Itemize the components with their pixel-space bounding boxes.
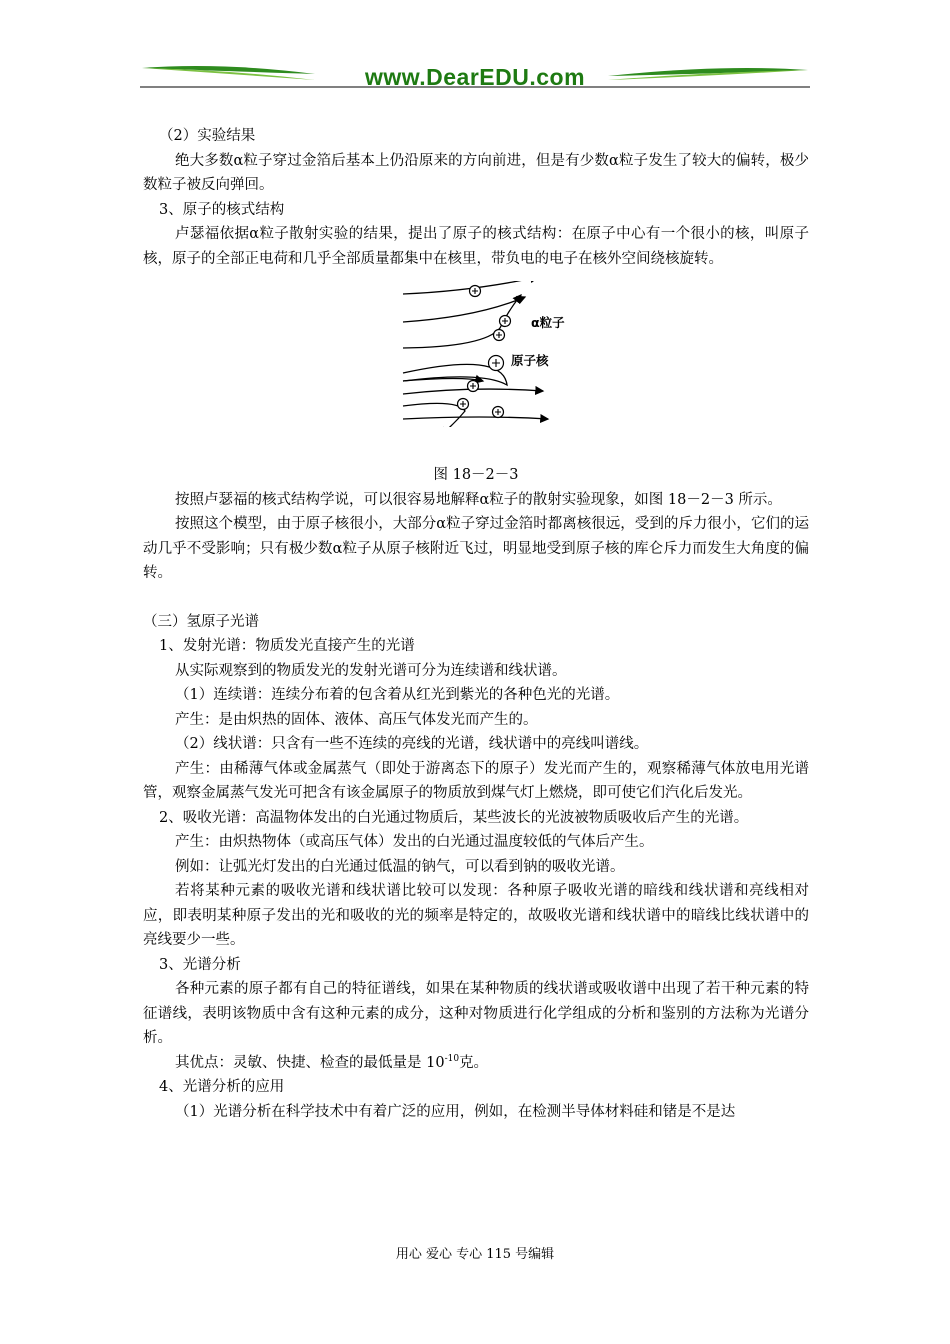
paragraph: （三）氢原子光谱 — [143, 613, 259, 630]
paragraph: 1、发射光谱：物质发光直接产生的光谱 — [159, 638, 415, 654]
paragraph: 绝大多数α粒子穿过金箔后基本上仍沿原来的方向前进，但是有少数α粒子发生了较大的偏转，极少数粒子被反向弹回。 — [143, 152, 809, 193]
paragraph: 例如：让弧光灯发出的白光通过低温的钠气，可以看到钠的吸收光谱。 — [175, 858, 625, 875]
site-logo[interactable]: www.DearEDU.com — [364, 64, 586, 90]
trajectory-8 — [403, 417, 548, 419]
nucleus-label: 原子核 — [511, 353, 549, 368]
site-header — [140, 58, 810, 98]
trajectory-7 — [403, 403, 465, 427]
page-footer: 用心 爱心 专心 115 号编辑 — [395, 1247, 555, 1262]
paragraph: （2）线状谱：只含有一些不连续的亮线的光谱，线状谱中的亮线叫谱线。 — [175, 736, 649, 752]
paragraph: （1）连续谱：连续分布着的包含着从红光到紫光的各种色光的光谱。 — [175, 687, 620, 703]
paragraph: （2）实验结果 — [159, 128, 256, 144]
alpha-particle-label: α粒子 — [531, 315, 565, 330]
paragraph: 3、光谱分析 — [159, 956, 241, 973]
paragraph: 从实际观察到的物质发光的发射光谱可分为连续谱和线状谱。 — [175, 662, 567, 679]
paragraph: 产生：由炽热物体（或高压气体）发出的白光通过温度较低的气体后产生。 — [175, 834, 654, 850]
paragraph: （1）光谱分析在科学技术中有着广泛的应用，例如，在检测半导体材料硅和锗是不是达 — [175, 1103, 736, 1120]
paragraph: 按照这个模型，由于原子核很小，大部分α粒子穿过金箔时都离核很远，受到的斥力很小，它们的运动几乎不受影响；只有极少数α粒子从原子核附近飞过，明显地受到原子核的库仑斥力而发生大角度的偏转。 — [143, 516, 809, 581]
paragraph: 各种元素的原子都有自己的特征谱线，如果在某种物质的线状谱或吸收谱中出现了若干种元素的特征谱线，表明该物质中含有这种元素的成分，这种对物质进行化学组成的分析和鉴别的方法称为光谱分析。 — [143, 981, 809, 1046]
paragraph: 产生：是由炽热的固体、液体、高压气体发光而产生的。 — [175, 711, 538, 728]
advantage-exponent: -10 — [444, 1053, 460, 1064]
alpha-scattering-figure — [143, 281, 809, 431]
advantage-text: 其优点：灵敏、快捷、检查的最低量是 10 — [175, 1054, 445, 1071]
paragraph: 3、原子的核式结构 — [159, 201, 285, 218]
paragraph: 产生：由稀薄气体或金属蒸气（即处于游离态下的原子）发光而产生的，观察稀薄气体放电用光谱管，观察金属蒸气发光可把含有该金属原子的物质放到煤气灯上燃烧，即可使它们汽化后发光。 — [143, 760, 809, 801]
advantage-unit: 克。 — [459, 1054, 489, 1071]
paragraph: 卢瑟福依据α粒子散射实验的结果，提出了原子的核式结构：在原子中心有一个很小的核，叫原子核，原子的全部正电荷和几乎全部质量都集中在核里，带负电的电子在核外空间绕核旋转。 — [143, 226, 809, 267]
document-body — [143, 124, 809, 1124]
paragraph: 若将某种元素的吸收光谱和线状谱比较可以发现：各种原子吸收光谱的暗线和线状谱和亮线相对应，即表明某种原子发出的光和吸收的光的频率是特定的，故吸收光谱和线状谱中的暗线比线状谱中的亮线要少一些。 — [143, 883, 809, 948]
paragraph: 按照卢瑟福的核式结构学说，可以很容易地解释α粒子的散射实验现象，如图 18－2－3 所示。 — [175, 491, 782, 508]
advantage-paragraph — [143, 1051, 809, 1076]
paragraph: 4、光谱分析的应用 — [159, 1079, 285, 1095]
figure-caption: 图 18－2－3 — [433, 467, 519, 483]
paragraph: 2、吸收光谱：高温物体发出的白光通过物质后，某些波长的光波被物质吸收后产生的光谱。 — [159, 809, 749, 826]
